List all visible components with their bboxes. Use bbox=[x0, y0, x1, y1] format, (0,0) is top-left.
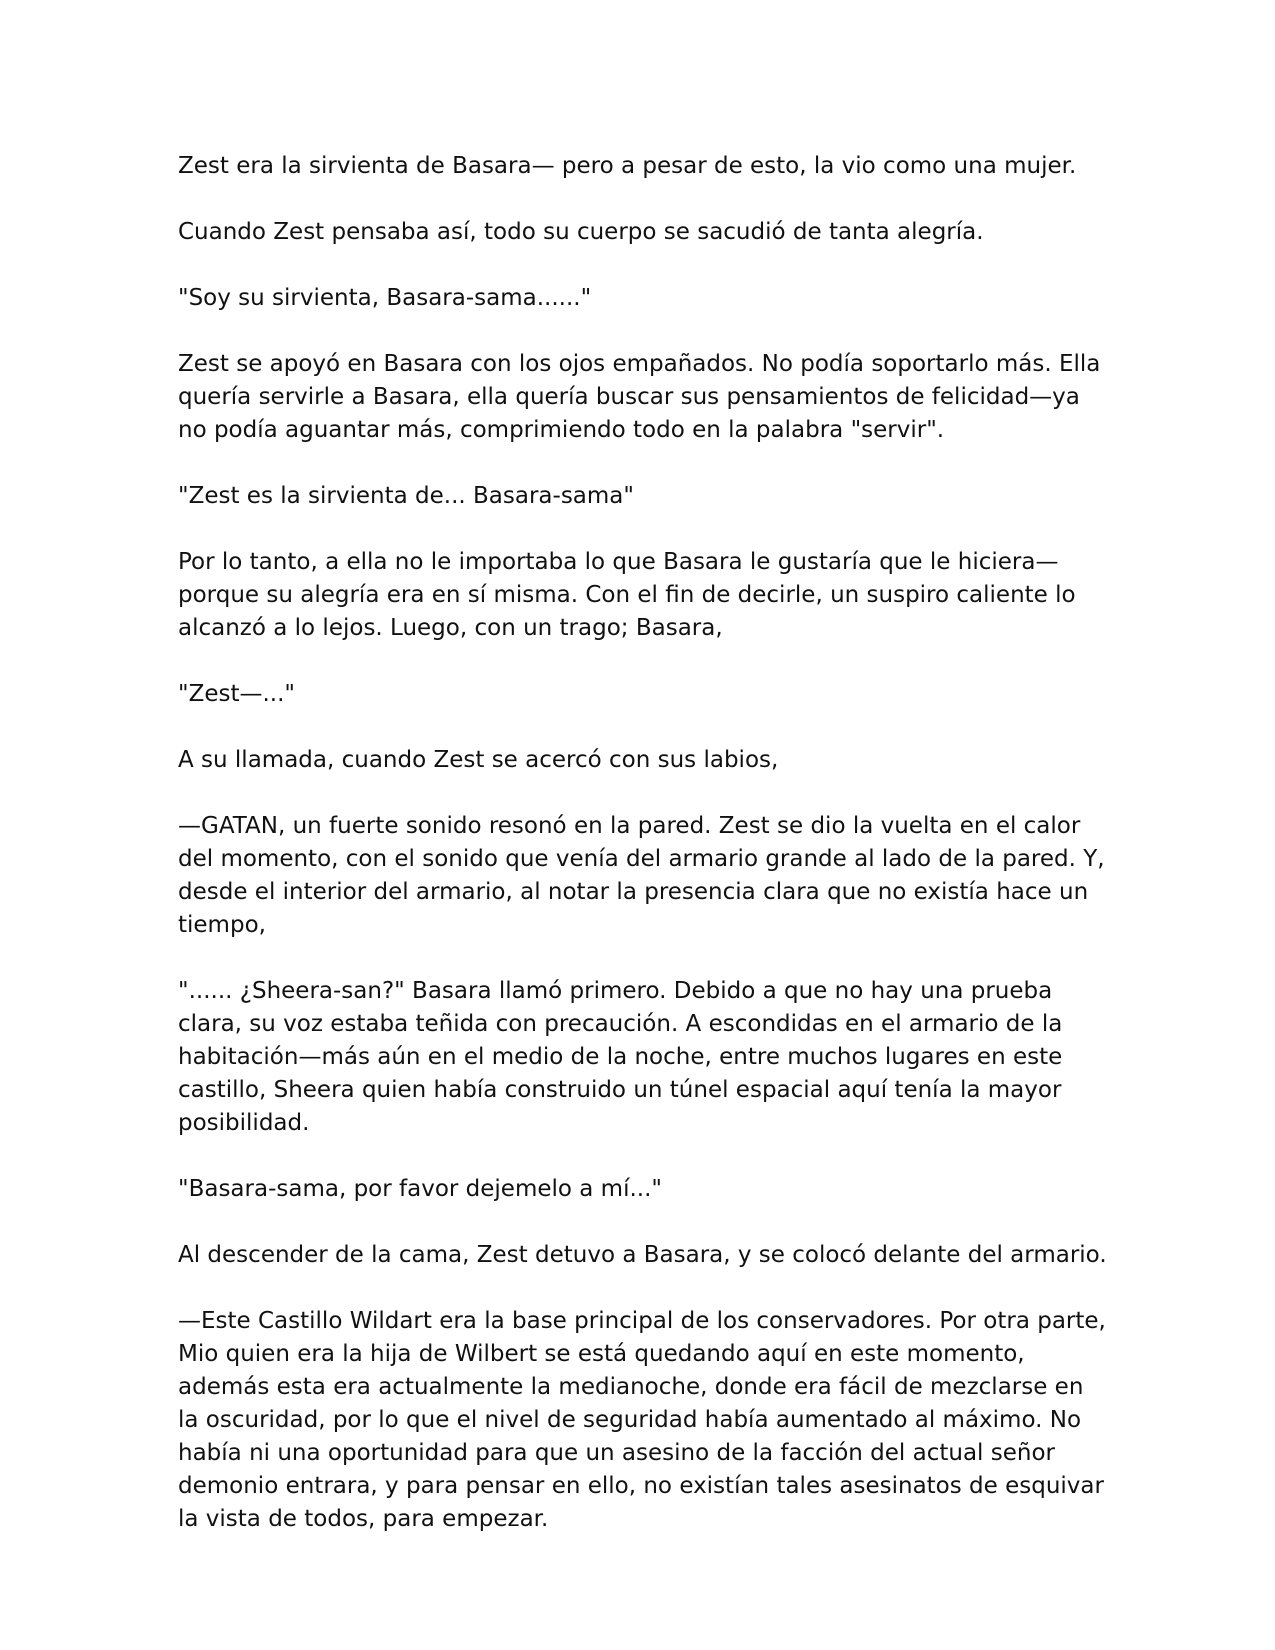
paragraph: A su llamada, cuando Zest se acercó con sus labios, bbox=[178, 747, 779, 773]
paragraph: "Zest es la sirvienta de... Basara-sama" bbox=[178, 483, 634, 509]
paragraph: Cuando Zest pensaba así, todo su cuerpo se sacudió de tanta alegría. bbox=[178, 219, 984, 245]
document-body bbox=[178, 150, 1108, 1569]
paragraph: "...... ¿Sheera-san?" Basara llamó primero. Debido a que no hay una prueba clara, su voz estaba teñida con precaución. A escondidas en el armario de la habitación—más aún en el medio de la noche, entre muchos lugares en este castillo, Sheera quien había construido un túnel espacial aquí tenía la mayor posibilidad. bbox=[178, 978, 1063, 1136]
paragraph: "Soy su sirvienta, Basara-sama......" bbox=[178, 285, 592, 311]
paragraph: —GATAN, un fuerte sonido resonó en la pared. Zest se dio la vuelta en el calor del momento, con el sonido que venía del armario grande al lado de la pared. Y, desde el interior del armario, al notar la presencia clara que no existía hace un tiempo, bbox=[178, 813, 1105, 938]
paragraph: Por lo tanto, a ella no le importaba lo que Basara le gustaría que le hiciera— porque su alegría era en sí misma. Con el fin de decirle, un suspiro caliente lo alcanzó a lo lejos. Luego, con un trago; Basara, bbox=[178, 549, 1076, 641]
paragraph: Al descender de la cama, Zest detuvo a Basara, y se colocó delante del armario. bbox=[178, 1242, 1107, 1268]
paragraph: —Este Castillo Wildart era la base principal de los conservadores. Por otra parte, Mio quien era la hija de Wilbert se está quedando aquí en este momento, además esta era actualmente la medianoche, donde era fácil de mezclarse en la oscuridad, por lo que el nivel de seguridad había aumentado al máximo. No había ni una oportunidad para que un asesino de la facción del actual señor demonio entrara, y para pensar en ello, no existían tales asesinatos de esquivar la vista de todos, para empezar. bbox=[178, 1308, 1106, 1532]
paragraph: Zest era la sirvienta de Basara— pero a pesar de esto, la vio como una mujer. bbox=[178, 153, 1077, 179]
paragraph: "Basara-sama, por favor dejemelo a mí..." bbox=[178, 1176, 662, 1202]
paragraph: Zest se apoyó en Basara con los ojos empañados. No podía soportarlo más. Ella quería servirle a Basara, ella quería buscar sus pensamientos de felicidad—ya no podía aguantar más, comprimiendo todo en la palabra "servir". bbox=[178, 351, 1101, 443]
paragraph: "Zest—..." bbox=[178, 681, 295, 707]
